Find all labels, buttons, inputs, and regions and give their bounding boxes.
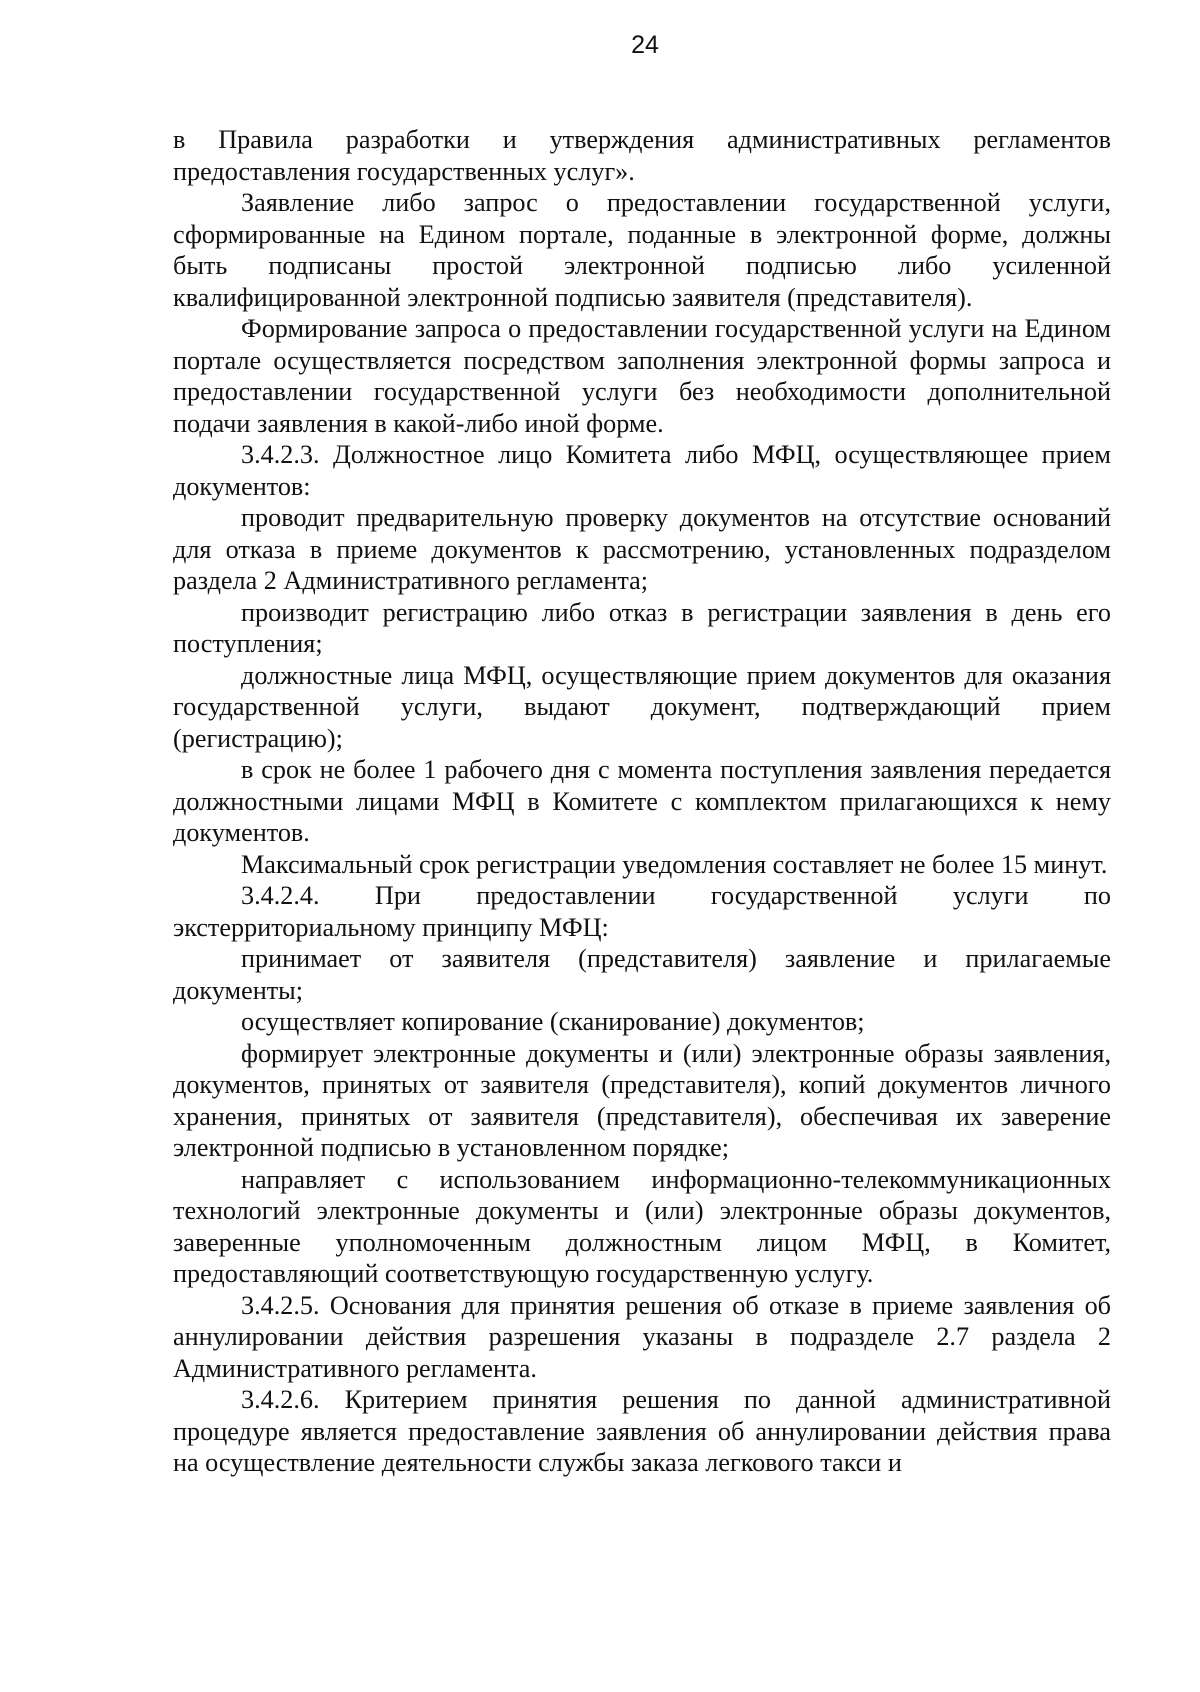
paragraph: направляет с использованием информационно-телекоммуникационных технологий электронные документы и (или) электронные образы документов, заверенные уполномоченным должностным лицом МФЦ, в Комитет, предоставляющий соответствующую государственную услугу. (173, 1164, 1111, 1288)
paragraph: проводит предварительную проверку документов на отсутствие оснований для отказа в приеме документов к рассмотрению, установленных подразделом раздела 2 Административного регламента; (173, 503, 1111, 595)
document-body (173, 124, 1111, 1479)
paragraph: принимает от заявителя (представителя) заявление и прилагаемые документы; (173, 944, 1111, 1005)
paragraph: производит регистрацию либо отказ в регистрации заявления в день его поступления; (173, 597, 1111, 658)
paragraph: осуществляет копирование (сканирование) документов; (241, 1007, 865, 1036)
paragraph: в срок не более 1 рабочего дня с момента поступления заявления передается должностными лицами МФЦ в Комитете с комплектом прилагающихся к нему документов. (173, 755, 1111, 847)
paragraph: Максимальный срок регистрации уведомления составляет не более 15 минут. (241, 849, 1108, 879)
paragraph: 3.4.2.3. Должностное лицо Комитета либо МФЦ, осуществляющее прием документов: (173, 440, 1111, 501)
paragraph: 3.4.2.4. При предоставлении государственной услуги по экстерриториальному принципу МФЦ: (173, 881, 1111, 942)
paragraph: должностные лица МФЦ, осуществляющие прием документов для оказания государственной услуги, выдают документ, подтверждающий прием (регистрацию); (173, 660, 1111, 753)
paragraph: Заявление либо запрос о предоставлении государственной услуги, сформированные на Едином портале, поданные в электронной форме, должны быть подписаны простой электронной подписью либо усиленной квалифицированной электронной подписью заявителя (представителя). (173, 188, 1111, 312)
paragraph: 3.4.2.6. Критерием принятия решения по данной административной процедуре является предоставление заявления об аннулировании действия права на осуществление деятельности службы заказа легкового такси и (173, 1385, 1111, 1477)
paragraph: Формирование запроса о предоставлении государственной услуги на Едином портале осуществляется посредством заполнения электронной формы запроса и предоставлении государственной услуги без необходимости дополнительной подачи заявления в какой-либо иной форме. (173, 314, 1111, 438)
paragraph: в Правила разработки и утверждения административных регламентов предоставления государственных услуг». (173, 125, 1111, 186)
paragraph: 3.4.2.5. Основания для принятия решения об отказе в приеме заявления об аннулировании действия разрешения указаны в подразделе 2.7 раздела 2 Административного регламента. (173, 1290, 1111, 1383)
paragraph: формирует электронные документы и (или) электронные образы заявления, документов, принятых от заявителя (представителя), копий документов личного хранения, принятых от заявителя (представителя), обеспечивая их заверение электронной подписью в установленном порядке; (173, 1038, 1111, 1162)
page-number: 24 (631, 31, 659, 59)
